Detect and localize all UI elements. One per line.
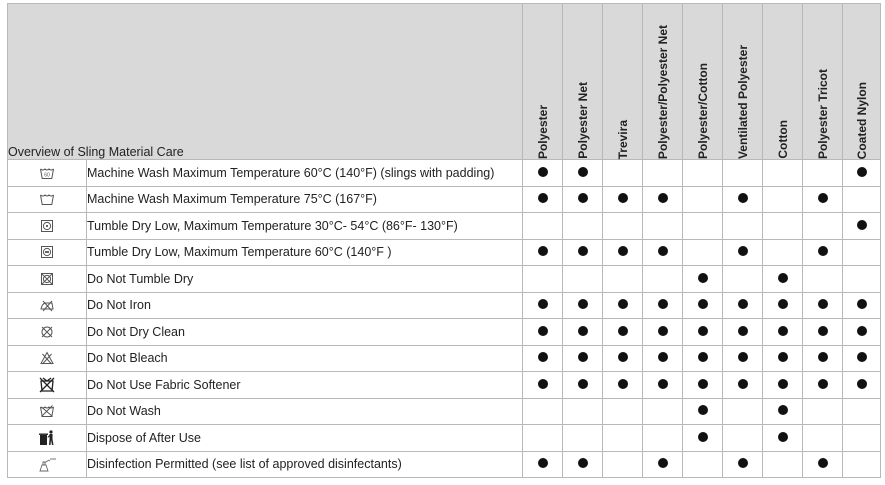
- do-not-iron-icon: [8, 292, 87, 319]
- care-cell: [803, 345, 843, 372]
- care-cell: [683, 186, 723, 213]
- care-cell: [643, 451, 683, 478]
- care-cell: [563, 398, 603, 425]
- applicable-dot: [698, 432, 708, 442]
- care-cell: [683, 451, 723, 478]
- material-header: [603, 4, 643, 160]
- care-cell: [563, 186, 603, 213]
- care-cell: [763, 425, 803, 452]
- applicable-dot: [857, 299, 867, 309]
- applicable-dot: [578, 379, 588, 389]
- care-cell: [763, 372, 803, 399]
- care-instruction-label: Machine Wash Maximum Temperature 60°C (140°F) (slings with padding): [87, 160, 523, 187]
- material-header-label: Polyester Net: [575, 82, 590, 159]
- tumble-dry-low-icon: [8, 213, 87, 240]
- care-instruction-label: Do Not Bleach: [87, 345, 523, 372]
- care-cell: [723, 345, 763, 372]
- care-cell: [723, 266, 763, 293]
- table-row: [8, 345, 881, 372]
- applicable-dot: [658, 352, 668, 362]
- applicable-dot: [618, 352, 628, 362]
- applicable-dot: [538, 246, 548, 256]
- applicable-dot: [578, 458, 588, 468]
- applicable-dot: [818, 352, 828, 362]
- applicable-dot: [818, 326, 828, 336]
- applicable-dot: [738, 299, 748, 309]
- care-cell: [643, 266, 683, 293]
- care-cell: [843, 239, 881, 266]
- care-cell: [523, 160, 563, 187]
- care-cell: [563, 425, 603, 452]
- applicable-dot: [578, 167, 588, 177]
- applicable-dot: [538, 352, 548, 362]
- care-instruction-label: Do Not Dry Clean: [87, 319, 523, 346]
- applicable-dot: [538, 299, 548, 309]
- applicable-dot: [857, 220, 867, 230]
- care-cell: [563, 160, 603, 187]
- care-instruction-label: Dispose of After Use: [87, 425, 523, 452]
- table-row: [8, 213, 881, 240]
- care-rows: [8, 160, 881, 478]
- care-cell: [643, 292, 683, 319]
- care-cell: [683, 345, 723, 372]
- applicable-dot: [738, 352, 748, 362]
- care-cell: [683, 160, 723, 187]
- care-cell: [563, 372, 603, 399]
- applicable-dot: [857, 352, 867, 362]
- applicable-dot: [738, 458, 748, 468]
- care-cell: [603, 292, 643, 319]
- applicable-dot: [698, 352, 708, 362]
- care-cell: [763, 319, 803, 346]
- care-cell: [643, 372, 683, 399]
- applicable-dot: [778, 405, 788, 415]
- care-cell: [843, 266, 881, 293]
- applicable-dot: [857, 379, 867, 389]
- care-cell: [563, 239, 603, 266]
- care-instruction-label: Do Not Wash: [87, 398, 523, 425]
- care-cell: [723, 160, 763, 187]
- care-cell: [803, 319, 843, 346]
- applicable-dot: [698, 405, 708, 415]
- care-cell: [843, 425, 881, 452]
- do-not-dry-clean-icon: [8, 319, 87, 346]
- care-cell: [723, 213, 763, 240]
- care-cell: [603, 319, 643, 346]
- care-instruction-label: Tumble Dry Low, Maximum Temperature 30°C- 54°C (86°F- 130°F): [87, 213, 523, 240]
- applicable-dot: [778, 299, 788, 309]
- care-instruction-label: Tumble Dry Low, Maximum Temperature 60°C (140°F ): [87, 239, 523, 266]
- applicable-dot: [698, 326, 708, 336]
- material-header-label: Polyester/Cotton: [695, 62, 710, 159]
- do-not-tumble-dry-icon: [8, 266, 87, 293]
- care-cell: [763, 239, 803, 266]
- care-cell: [523, 213, 563, 240]
- care-cell: [683, 266, 723, 293]
- applicable-dot: [578, 352, 588, 362]
- dispose-after-use-icon: [8, 425, 87, 452]
- table-title: Overview of Sling Material Care: [8, 4, 523, 160]
- applicable-dot: [698, 273, 708, 283]
- table-row: [8, 319, 881, 346]
- material-header: [763, 4, 803, 160]
- care-cell: [683, 319, 723, 346]
- care-cell: [723, 239, 763, 266]
- care-cell: [563, 213, 603, 240]
- header-row: [8, 4, 881, 160]
- material-header: [843, 4, 881, 160]
- care-cell: [643, 425, 683, 452]
- do-not-bleach-icon: [8, 345, 87, 372]
- care-instruction-label: Do Not Tumble Dry: [87, 266, 523, 293]
- table-row: [8, 186, 881, 213]
- applicable-dot: [738, 193, 748, 203]
- applicable-dot: [538, 193, 548, 203]
- care-cell: [563, 345, 603, 372]
- applicable-dot: [778, 352, 788, 362]
- care-cell: [763, 266, 803, 293]
- care-cell: [523, 372, 563, 399]
- sling-care-table: [7, 3, 881, 478]
- material-header: [803, 4, 843, 160]
- material-header: [723, 4, 763, 160]
- care-cell: [723, 186, 763, 213]
- applicable-dot: [818, 246, 828, 256]
- applicable-dot: [778, 432, 788, 442]
- material-header-label: Polyester: [535, 104, 550, 159]
- care-cell: [683, 292, 723, 319]
- care-cell: [763, 345, 803, 372]
- care-cell: [603, 160, 643, 187]
- care-cell: [603, 425, 643, 452]
- disinfection-permitted-icon: [8, 451, 87, 478]
- care-cell: [843, 160, 881, 187]
- machine-wash-60-icon: [8, 160, 87, 187]
- table-row: [8, 292, 881, 319]
- table-row: [8, 425, 881, 452]
- care-cell: [803, 160, 843, 187]
- care-instruction-label: Do Not Use Fabric Softener: [87, 372, 523, 399]
- care-cell: [643, 319, 683, 346]
- table-row: [8, 451, 881, 478]
- care-cell: [563, 319, 603, 346]
- applicable-dot: [618, 326, 628, 336]
- applicable-dot: [738, 246, 748, 256]
- care-cell: [763, 213, 803, 240]
- care-cell: [643, 239, 683, 266]
- care-cell: [723, 398, 763, 425]
- applicable-dot: [538, 326, 548, 336]
- care-cell: [723, 451, 763, 478]
- care-cell: [643, 160, 683, 187]
- applicable-dot: [658, 299, 668, 309]
- care-cell: [603, 451, 643, 478]
- tumble-dry-60-icon: [8, 239, 87, 266]
- applicable-dot: [578, 299, 588, 309]
- applicable-dot: [818, 193, 828, 203]
- material-header: [643, 4, 683, 160]
- applicable-dot: [778, 326, 788, 336]
- care-cell: [723, 425, 763, 452]
- applicable-dot: [857, 167, 867, 177]
- care-cell: [843, 345, 881, 372]
- care-cell: [603, 372, 643, 399]
- care-cell: [523, 239, 563, 266]
- care-cell: [803, 451, 843, 478]
- table-row: [8, 160, 881, 187]
- care-cell: [803, 372, 843, 399]
- care-cell: [723, 372, 763, 399]
- care-cell: [603, 398, 643, 425]
- care-cell: [603, 345, 643, 372]
- care-cell: [683, 213, 723, 240]
- applicable-dot: [778, 273, 788, 283]
- care-cell: [803, 425, 843, 452]
- care-cell: [763, 186, 803, 213]
- care-cell: [803, 266, 843, 293]
- care-cell: [803, 398, 843, 425]
- machine-wash-75-icon: [8, 186, 87, 213]
- material-header-label: Polyester Tricot: [815, 68, 830, 159]
- applicable-dot: [698, 299, 708, 309]
- care-cell: [603, 266, 643, 293]
- applicable-dot: [778, 379, 788, 389]
- care-instruction-label: Machine Wash Maximum Temperature 75°C (167°F): [87, 186, 523, 213]
- applicable-dot: [857, 326, 867, 336]
- applicable-dot: [658, 246, 668, 256]
- care-cell: [523, 186, 563, 213]
- care-cell: [843, 213, 881, 240]
- care-cell: [563, 266, 603, 293]
- care-cell: [683, 398, 723, 425]
- care-cell: [843, 372, 881, 399]
- care-instruction-label: Disinfection Permitted (see list of approved disinfectants): [87, 451, 523, 478]
- care-cell: [643, 398, 683, 425]
- svg-text:60: 60: [44, 172, 50, 179]
- care-instruction-label: Do Not Iron: [87, 292, 523, 319]
- table-row: [8, 239, 881, 266]
- care-cell: [843, 186, 881, 213]
- applicable-dot: [658, 379, 668, 389]
- applicable-dot: [618, 246, 628, 256]
- material-header: [563, 4, 603, 160]
- no-fabric-softener-icon: [8, 372, 87, 399]
- care-cell: [803, 239, 843, 266]
- applicable-dot: [538, 379, 548, 389]
- table-row: [8, 266, 881, 293]
- applicable-dot: [818, 458, 828, 468]
- care-cell: [803, 213, 843, 240]
- care-cell: [603, 239, 643, 266]
- care-cell: [563, 292, 603, 319]
- care-cell: [643, 213, 683, 240]
- care-cell: [763, 398, 803, 425]
- care-cell: [683, 239, 723, 266]
- care-cell: [763, 292, 803, 319]
- care-cell: [523, 319, 563, 346]
- care-cell: [523, 266, 563, 293]
- care-cell: [843, 319, 881, 346]
- care-cell: [523, 398, 563, 425]
- care-cell: [603, 186, 643, 213]
- care-cell: [523, 292, 563, 319]
- applicable-dot: [538, 167, 548, 177]
- applicable-dot: [818, 379, 828, 389]
- applicable-dot: [658, 193, 668, 203]
- applicable-dot: [618, 193, 628, 203]
- material-header-label: Ventilated Polyester: [735, 44, 750, 159]
- care-cell: [803, 292, 843, 319]
- applicable-dot: [618, 379, 628, 389]
- material-header: [523, 4, 563, 160]
- care-cell: [723, 319, 763, 346]
- applicable-dot: [818, 299, 828, 309]
- applicable-dot: [738, 326, 748, 336]
- care-cell: [643, 186, 683, 213]
- material-header-label: Trevira: [615, 119, 630, 159]
- care-cell: [843, 398, 881, 425]
- care-cell: [643, 345, 683, 372]
- applicable-dot: [738, 379, 748, 389]
- care-cell: [523, 425, 563, 452]
- table-row: [8, 372, 881, 399]
- care-cell: [563, 451, 603, 478]
- care-cell: [843, 292, 881, 319]
- material-header-label: Cotton: [775, 120, 790, 159]
- care-cell: [843, 451, 881, 478]
- care-cell: [603, 213, 643, 240]
- material-header-label: Polyester/Polyester Net: [655, 24, 670, 159]
- applicable-dot: [578, 326, 588, 336]
- applicable-dot: [578, 246, 588, 256]
- applicable-dot: [658, 458, 668, 468]
- applicable-dot: [618, 299, 628, 309]
- care-cell: [523, 345, 563, 372]
- material-header: [683, 4, 723, 160]
- care-cell: [763, 160, 803, 187]
- applicable-dot: [698, 379, 708, 389]
- applicable-dot: [658, 326, 668, 336]
- care-cell: [723, 292, 763, 319]
- material-header-label: Coated Nylon: [854, 81, 869, 159]
- table-row: [8, 398, 881, 425]
- applicable-dot: [538, 458, 548, 468]
- care-cell: [803, 186, 843, 213]
- do-not-wash-icon: [8, 398, 87, 425]
- care-cell: [683, 372, 723, 399]
- applicable-dot: [578, 193, 588, 203]
- care-cell: [763, 451, 803, 478]
- care-cell: [523, 451, 563, 478]
- care-cell: [683, 425, 723, 452]
